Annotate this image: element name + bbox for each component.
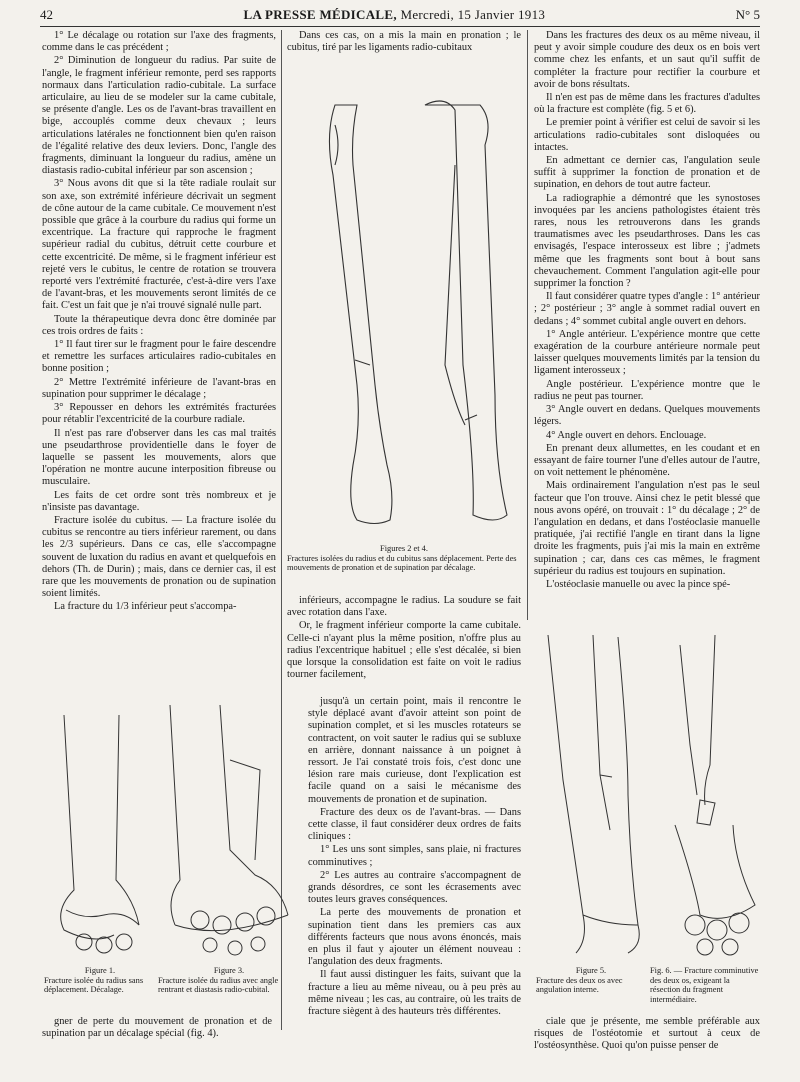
bottom-left-text	[42, 1016, 272, 1046]
paragraph: 1° Le décalage ou rotation sur l'axe des fragments, comme dans le cas précédent ;	[42, 30, 276, 54]
column-3-text	[534, 30, 760, 620]
figure-3-caption	[158, 966, 300, 995]
paragraph: La radiographie a démontré que les synostoses invoquées par les anciens pathologistes étaient très rares, nous les retrouverons dans les grands traumatismes avec les pseudarthroses. Dans les cas envisagés, l'espace interosseux est libre ; j'admets même que les fragments sont bout à bout sans chevauchement. Comment l'angulation agit-elle pour supprimer la fonction ?	[534, 192, 760, 290]
paragraph: Les faits de cet ordre sont très nombreux et je n'insiste pas davantage.	[42, 489, 276, 513]
paragraph: Fracture isolée du cubitus. — La fracture isolée du cubitus se rencontre au tiers inférieur rarement, ou dans les 2/3 supérieurs. Dans ce cas, elle s'accompagne souvent de luxation du radius en avant et quelquefois en dehors (Th. de Durin) ; mais, dans ce dernier cas, il est rare que les mouvements de pronation ou de supination soient limités.	[42, 514, 276, 600]
paragraph: inférieurs, accompagne le radius. La soudure se fait avec rotation dans l'axe.	[287, 595, 521, 619]
figure-6-drawing	[655, 625, 763, 960]
paragraph: Il faut considérer quatre types d'angle : 1° antérieur ; 2° postérieur ; 3° angle à sommet radial ouvert en dedans ; 4° sommet cubital angle ouvert en dehors.	[534, 291, 760, 327]
journal-title	[243, 7, 545, 23]
paragraph: 2° Diminution de longueur du radius. Par suite de l'angle, le fragment inférieur remonte, perd ses rapports normaux dans l'articulation radio-cubitale. La surface articulaire, au lieu de se modeler sur la came cubitale, se présente d'angle. Les os de l'avant-bras travaillent en bige, accouplés comme deux chevaux ; leurs articulations latérales ne fonctionnent bien qu'en raison de l'égalité relative des deux leviers. Donc, l'angle des fragments, diminuant la longueur du radius, amène un diastasis radio-cubital inférieur par son ascension ;	[42, 55, 276, 177]
paragraph: Le premier point à vérifier est celui de savoir si les articulations radio-cubitales sont disloquées ou intactes.	[534, 117, 760, 153]
paragraph: En admettant ce dernier cas, l'angulation seule suffit à supprimer la fonction de pronation et de supination, en dehors de tout autre facteur.	[534, 155, 760, 191]
paragraph: 3° Nous avons dit que si la tête radiale roulait sur son axe, son extrémité inférieure décrivait un segment de cône autour de la came cubitale. Ce mouvement n'est possible que grâce à la courbure du radius qui forme un excentrique. La fracture qui rapproche le fragment supérieur radial du cubitus, détruit cette courbure et cette excentricité. De même, si le fragment inférieur est rejeté vers le cubitus, le centre de rotation se trouvera reporté vers l'extrémité fracturée, c'est-à-dire vers l'axe de l'avant-bras, et les mouvements seront limités de ce fait. C'est un fait que je n'ai trouvé signalé nulle part.	[42, 178, 276, 312]
paragraph: La perte des mouvements de pronation et supination tient dans les premiers cas aux différents facteurs que nous avons énoncés, mais en plus il faut y ajouter un élément nouveau : l'angulation des deux fragments.	[308, 907, 521, 968]
caption-text: Fracture isolée du radius avec angle rentrant et diastasis radio-cubital.	[158, 975, 279, 995]
paragraph: Il n'est pas rare d'observer dans les cas mal traités une pseudarthrose providentielle dans le foyer de laquelle se passent les mouvements, alors que l'opération ne montre aucune interposition fibreuse ou musculaire.	[42, 427, 276, 488]
paragraph: Or, le fragment inférieur comporte la came cubitale. Celle-ci n'ayant plus la même position, n'offre plus au radius l'excentrique habituel ; elle s'est décalée, si bien que lorsque la consolidation est faite on voit le radius tourner facilement,	[287, 620, 521, 681]
paragraph: 1° Il faut tirer sur le fragment pour le faire descendre et remettre les surfaces articulaires radio-cubitales en bonne position ;	[42, 339, 276, 375]
paragraph: En prenant deux allumettes, en les coudant et en essayant de faire tourner l'une d'elles autour de l'autre, on voit nettement le phénomène.	[534, 442, 760, 479]
paragraph: Angle postérieur. L'expérience montre que le radius ne peut pas tourner.	[534, 378, 760, 402]
caption-text: Fig. 6. — Fracture comminutive des deux os, exigeant la résection du fragment intermédiaire.	[650, 966, 759, 1004]
caption-text: Fractures isolées du radius et du cubitus sans déplacement. Perte des mouvements de pronation et de supination par décalage.	[287, 553, 517, 573]
page-header	[40, 4, 760, 26]
column-divider-right	[527, 30, 528, 620]
figure-5-caption	[536, 966, 646, 995]
column-2-mid-text	[287, 595, 521, 695]
paragraph: Mais ordinairement l'angulation n'est pas le seul facteur que l'on trouve. Ainsi chez le petit blessé que nous avons opéré, on trouvait : 1° du décalage ; 2° de l'angulation en dedans, et dans l'ostéoclasie manuelle pratiquée, j'ai rectifié l'angle en tirant dans la ligne droite les fragments, puis j'ai mis la main en extrême supination ; car, dans ces cas mêmes, le fragment supérieur du radius est toujours en supination.	[534, 480, 760, 577]
paragraph: Fracture des deux os de l'avant-bras. — Dans cette classe, il faut considérer deux ordres de faits cliniques :	[308, 806, 521, 843]
header-rule	[40, 26, 760, 27]
paragraph: Il n'en est pas de même dans les fractures d'adultes où la fracture est complète (fig. 5 et 6).	[534, 92, 760, 116]
figure-1-caption	[44, 966, 156, 995]
paragraph: 3° Repousser en dehors les extrémités fracturées pour rétablir l'excentricité de la courbure radiale.	[42, 402, 276, 426]
paragraph: 3° Angle ouvert en dedans. Quelques mouvements légers.	[534, 404, 760, 428]
paragraph: L'ostéoclasie manuelle ou avec la pince spé-	[546, 578, 731, 590]
paragraph: jusqu'à un certain point, mais il rencontre le style déplacé avant d'avoir atteint son point de supination complet, et si les muscles rotateurs se contractent, on voit sauter le radius qui se subluxe en arrière, donnant naissance à un poignet à ressort. Je l'ai constaté trois fois, c'est donc une lésion rare mais curieuse, dont l'explication est facile quand on a saisi le mécanisme des mouvements de pronation et de supination.	[308, 696, 521, 805]
figure-2-4-drawing	[295, 65, 525, 535]
figure-1-drawing	[44, 710, 154, 960]
caption-text: Fracture isolée du radius sans déplacement. Décalage.	[44, 975, 144, 995]
figure-6-caption	[650, 966, 762, 1004]
paragraph: 4° Angle ouvert en dehors. Enclouage.	[546, 429, 707, 441]
column-1-text	[42, 30, 276, 720]
figure-2-4-caption	[287, 544, 521, 573]
paragraph: ciale que je présente, me semble préférable aux risques de l'ostéotomie et surtout à ceux de l'ostéosynthèse. Quoi qu'on puisse penser de	[534, 1016, 760, 1052]
paragraph: La fracture du 1/3 inférieur peut s'accompa-	[54, 601, 237, 613]
figure-title: Figure 5.	[575, 966, 607, 975]
paragraph: 2° Les autres au contraire s'accompagnent de grands désordres, ce sont les écrasements avec toutes leurs graves conséquences.	[308, 869, 521, 906]
paragraph: 1° Angle antérieur. L'expérience montre que cette exagération de la courbure antérieure normale peut laisser quelques mouvements limités par la tension du ligament interosseux ;	[534, 328, 760, 377]
figure-title: Figures 2 et 4.	[380, 544, 428, 553]
paragraph: 2° Mettre l'extrémité inférieure de l'avant-bras en supination pour supprimer le décalage ;	[42, 376, 276, 400]
journal-name: LA PRESSE MÉDICALE,	[243, 7, 397, 22]
caption-text: Fracture des deux os avec angulation interne.	[536, 975, 623, 995]
figure-3-drawing	[160, 700, 300, 960]
page-number: 42	[40, 7, 53, 22]
figure-title: Figure 1.	[84, 966, 116, 975]
paragraph: gner de perte du mouvement de pronation et de supination par un décalage spécial (fig. 4).	[42, 1016, 272, 1040]
issue-date: Mercredi, 15 Janvier 1913	[400, 7, 546, 22]
paragraph: Dans ces cas, on a mis la main en pronation ; le cubitus, tiré par les ligaments radio-cubitaux	[287, 30, 521, 54]
column-2-indented-text	[308, 696, 521, 1044]
column-2-top-text	[287, 30, 521, 60]
paragraph: Toute la thérapeutique devra donc être dominée par ces trois ordres de faits :	[42, 313, 276, 337]
figure-5-drawing	[538, 625, 648, 960]
paragraph: Dans les fractures des deux os au même niveau, il peut y avoir simple coudure des deux os en bois vert comme chez les enfants, et un saut qu'il suffit de compléter la fracture pour rectifier la courbure et avoir de bons résultats.	[534, 30, 760, 90]
figure-title: Figure 3.	[213, 966, 245, 975]
paragraph: 1° Les uns sont simples, sans plaie, ni fractures comminutives ;	[308, 844, 521, 868]
bottom-right-text	[534, 1016, 760, 1060]
issue-number: N° 5	[735, 7, 760, 22]
paragraph: Il faut aussi distinguer les faits, suivant que la fracture a lieu au même niveau, ou à peu près au même niveau ; les cas, au contraire, où les traits de fracture siègent à des hauteurs très différentes.	[308, 969, 521, 1018]
